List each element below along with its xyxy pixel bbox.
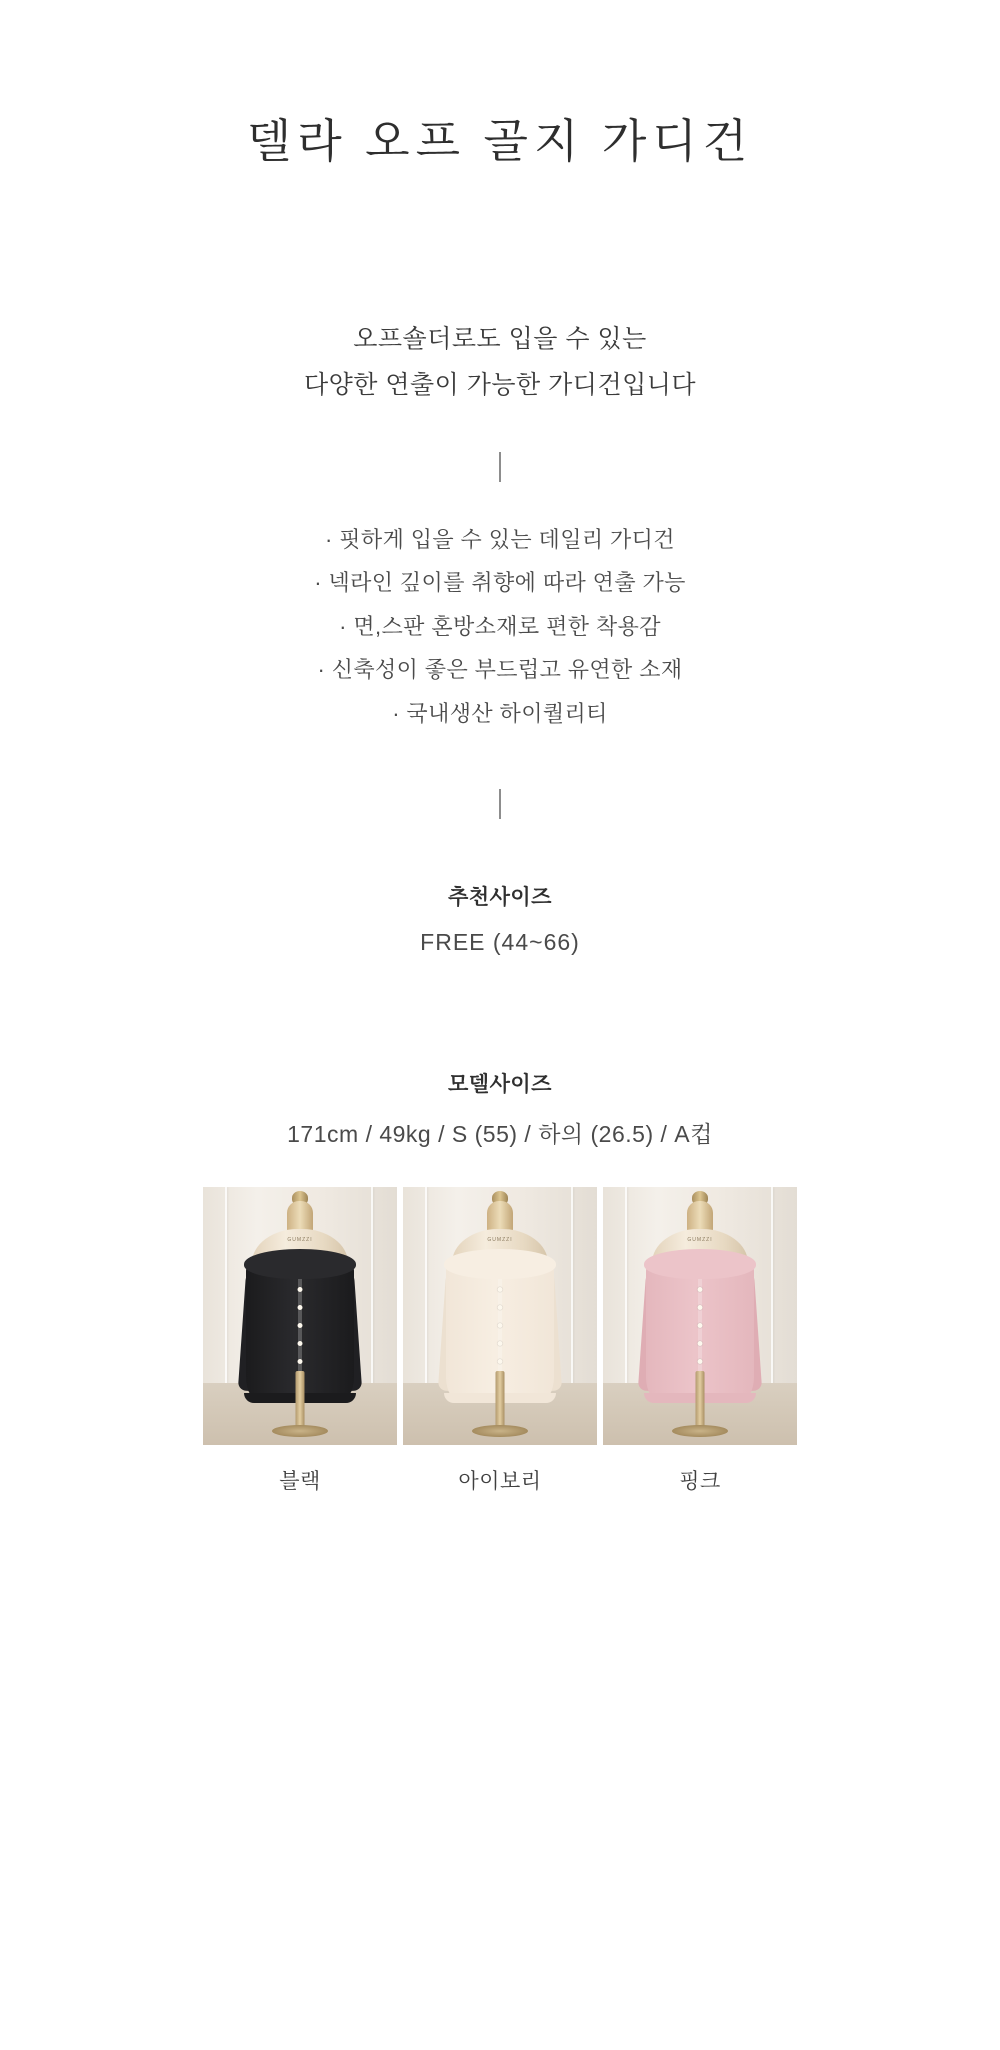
color-card-ivory[interactable] bbox=[403, 1187, 597, 1495]
mannequin-brand-tag: GUMZZI bbox=[487, 1237, 513, 1244]
recommended-size-value: FREE (44~66) bbox=[420, 929, 580, 956]
feature-item: · 신축성이 좋은 부드럽고 유연한 소재 bbox=[317, 657, 683, 683]
lead-copy bbox=[304, 319, 696, 406]
color-label: 블랙 bbox=[279, 1470, 321, 1494]
garment-button bbox=[298, 1359, 303, 1364]
mannequin-stand-pole bbox=[496, 1371, 505, 1427]
model-size-value: 171cm / 49kg / S (55) / 하의 (26.5) / A컵 bbox=[287, 1121, 713, 1148]
garment-collar bbox=[444, 1249, 556, 1279]
recommended-size-block bbox=[420, 881, 580, 956]
color-label: 핑크 bbox=[679, 1470, 721, 1494]
model-size-block bbox=[287, 1068, 713, 1149]
garment-collar bbox=[644, 1249, 756, 1279]
mannequin-stand-base bbox=[672, 1425, 728, 1437]
feature-item: · 핏하게 입을 수 있는 데일리 가디건 bbox=[325, 526, 675, 552]
lead-line-1: 오프숄더로도 입을 수 있는 bbox=[353, 324, 647, 353]
garment-button bbox=[498, 1287, 503, 1292]
product-photo[interactable] bbox=[603, 1187, 797, 1445]
divider-bottom bbox=[499, 789, 501, 819]
color-gallery bbox=[203, 1187, 797, 1495]
garment-button bbox=[298, 1287, 303, 1292]
feature-list bbox=[314, 518, 686, 736]
color-card-black[interactable] bbox=[203, 1187, 397, 1495]
garment-collar bbox=[244, 1249, 356, 1279]
recommended-size-heading: 추천사이즈 bbox=[448, 886, 552, 910]
mannequin-stand-pole bbox=[696, 1371, 705, 1427]
color-label: 아이보리 bbox=[458, 1470, 542, 1494]
mannequin-stand-base bbox=[272, 1425, 328, 1437]
feature-item: · 면,스판 혼방소재로 편한 착용감 bbox=[339, 613, 661, 639]
garment-button bbox=[698, 1323, 703, 1328]
lead-line-2: 다양한 연출이 가능한 가디건입니다 bbox=[303, 371, 697, 400]
garment-button bbox=[498, 1305, 503, 1310]
feature-item: · 국내생산 하이퀄리티 bbox=[392, 700, 608, 726]
garment-button bbox=[298, 1305, 303, 1310]
garment-button bbox=[298, 1323, 303, 1328]
model-size-heading: 모델사이즈 bbox=[448, 1073, 552, 1097]
garment-button bbox=[698, 1287, 703, 1292]
divider-top bbox=[499, 452, 501, 482]
mannequin-brand-tag: GUMZZI bbox=[287, 1237, 313, 1244]
mannequin-stand-base bbox=[472, 1425, 528, 1437]
product-photo[interactable] bbox=[203, 1187, 397, 1445]
garment-button bbox=[298, 1341, 303, 1346]
garment-button bbox=[698, 1305, 703, 1310]
color-card-pink[interactable] bbox=[603, 1187, 797, 1495]
garment-button bbox=[498, 1323, 503, 1328]
product-photo[interactable] bbox=[403, 1187, 597, 1445]
garment-button bbox=[498, 1341, 503, 1346]
garment-button bbox=[698, 1341, 703, 1346]
page-title: 델라 오프 골지 가디건 bbox=[246, 116, 754, 167]
mannequin-stand-pole bbox=[296, 1371, 305, 1427]
garment-button bbox=[698, 1359, 703, 1364]
feature-item: · 넥라인 깊이를 취향에 따라 연출 가능 bbox=[314, 570, 686, 596]
garment-button bbox=[498, 1359, 503, 1364]
mannequin-brand-tag: GUMZZI bbox=[687, 1237, 713, 1244]
